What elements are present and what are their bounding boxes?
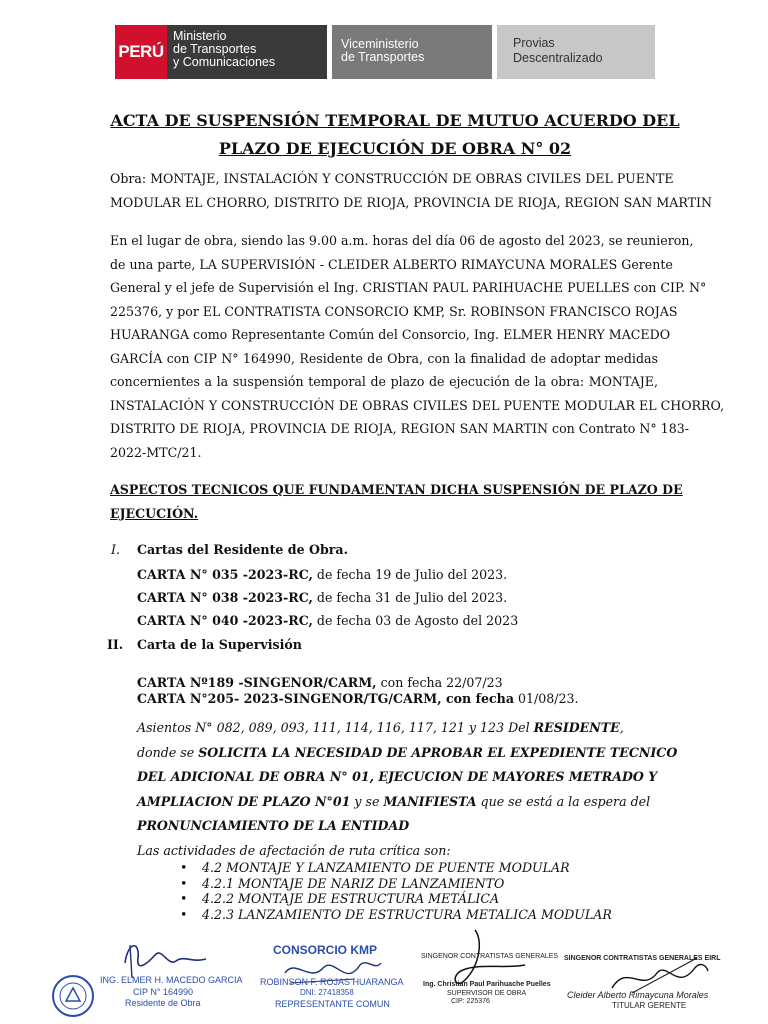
ministerio-line-3: y Comunicaciones bbox=[173, 55, 276, 69]
provias-line-1: Provias bbox=[513, 36, 555, 50]
list-item: • 4.2.3 LANZAMIENTO DE ESTRUCTURA METALICA MODULAR bbox=[180, 907, 612, 923]
carta-supervision-2 bbox=[137, 691, 579, 706]
signature-area bbox=[0, 925, 768, 1024]
consorcio-role: REPRESENTANTE COMUN bbox=[275, 999, 390, 1009]
residente-role: Residente de Obra bbox=[125, 998, 201, 1008]
obra-paragraph bbox=[110, 167, 712, 214]
asientos-text: que se está a la espera del bbox=[476, 793, 651, 809]
peru-text: PERÚ bbox=[118, 42, 164, 61]
provias-line-2: Descentralizado bbox=[513, 51, 603, 65]
aspectos-heading bbox=[110, 478, 683, 526]
consorcio-name: CONSORCIO KMP bbox=[273, 943, 378, 957]
residente-name: ING. ELMER H. MACEDO GARCIA bbox=[100, 975, 243, 985]
obra-line: Obra: MONTAJE, INSTALACIÓN Y CONSTRUCCIÓN DE OBRAS CIVILES DEL PUENTE bbox=[110, 171, 674, 186]
seal-icon bbox=[50, 973, 96, 1019]
asientos-bold: AMPLIACION DE PLAZO N°01 bbox=[137, 793, 351, 809]
list-item: • 4.2.2 MONTAJE DE ESTRUCTURA METÁLICA bbox=[180, 891, 612, 907]
asientos-bold: SOLICITA LA NECESIDAD DE APROBAR EL EXPEDIENTE TECNICO bbox=[198, 744, 678, 760]
asientos-paragraph bbox=[137, 716, 678, 863]
reunion-line: INSTALACIÓN Y CONSTRUCCIÓN DE OBRAS CIVILES DEL PUENTE MODULAR EL CHORRO, bbox=[110, 397, 725, 413]
ministerio-block bbox=[167, 25, 327, 79]
residente-cip: CIP N° 164990 bbox=[133, 987, 193, 997]
carta-supervision-1 bbox=[137, 675, 503, 690]
asientos-line: PRONUNCIAMIENTO DE LA ENTIDAD bbox=[137, 818, 410, 833]
section-1-numeral: I. bbox=[111, 542, 120, 557]
document-title-line-1: ACTA DE SUSPENSIÓN TEMPORAL DE MUTUO ACUERDO DEL bbox=[110, 111, 680, 130]
reunion-line: HUARANGA como Representante Común del Consorcio, Ing. ELMER HENRY MACEDO bbox=[110, 327, 671, 342]
section-2-numeral: II. bbox=[107, 637, 124, 652]
gerente-company: SINGENOR CONTRATISTAS GENERALES EIRL bbox=[564, 955, 721, 962]
viceministerio-block bbox=[332, 25, 492, 79]
asientos-line bbox=[137, 716, 624, 741]
provias-block bbox=[497, 25, 655, 79]
gerente-name: Cleider Alberto Rimaycuna Morales bbox=[567, 990, 709, 1000]
carta-code: CARTA N° 035 -2023-RC, bbox=[137, 567, 313, 582]
reunion-line: En el lugar de obra, siendo las 9.00 a.m. horas del día 06 de agosto del 2023, se reunieron, bbox=[110, 233, 694, 248]
carta-date: 01/08/23. bbox=[513, 691, 579, 706]
asientos-line bbox=[137, 790, 651, 815]
aspectos-heading-line-2: EJECUCIÓN. bbox=[110, 506, 199, 521]
peru-logo bbox=[115, 25, 167, 79]
reunion-paragraph bbox=[110, 229, 725, 464]
document-title-line-2: PLAZO DE EJECUCIÓN DE OBRA N° 02 bbox=[218, 139, 572, 158]
jefe-company: SINGENOR CONTRATISTAS GENERALES bbox=[421, 953, 559, 960]
asientos-text: donde se bbox=[137, 744, 199, 760]
reunion-line: concernientes a la suspensión temporal de plazo de ejecución de la obra: MONTAJE, bbox=[110, 374, 658, 389]
asientos-bold: RESIDENTE bbox=[533, 720, 620, 735]
viceministerio-line-2: de Transportes bbox=[341, 50, 425, 64]
ministerio-line-1: Ministerio bbox=[173, 29, 227, 43]
jefe-name: Ing. Christian Paul Parihuache Puelles bbox=[423, 981, 551, 988]
signature-jefe-supervision bbox=[415, 925, 565, 1024]
signature-gerente bbox=[562, 925, 732, 1024]
asientos-line: DEL ADICIONAL DE OBRA N° 01, EJECUCION DE MAYORES METRADO Y bbox=[137, 769, 658, 784]
jefe-cip: CIP: 225376 bbox=[451, 998, 490, 1005]
viceministerio-line-1: Viceministerio bbox=[341, 37, 419, 51]
carta-code: CARTA N°205- 2023-SINGENOR/TG/CARM, con fecha bbox=[137, 691, 514, 706]
carta-date: con fecha 22/07/23 bbox=[376, 675, 503, 690]
asientos-text: Asientos N° 082, 089, 093, 111, 114, 116, 117, 121 y 123 Del bbox=[137, 720, 534, 735]
carta-date: de fecha 19 de Julio del 2023. bbox=[312, 567, 508, 582]
header-logo-bar bbox=[115, 25, 655, 79]
carta-code: CARTA N° 038 -2023-RC, bbox=[137, 590, 313, 605]
gerente-role: TITULAR GERENTE bbox=[612, 1001, 687, 1010]
consorcio-dni: DNI: 27418358 bbox=[300, 988, 354, 997]
carta-residente-2 bbox=[137, 590, 507, 605]
asientos-line: Las actividades de afectación de ruta crítica son: bbox=[137, 842, 451, 858]
ministerio-line-2: de Transportes bbox=[173, 42, 257, 56]
reunion-line: GARCÍA con CIP N° 164990, Residente de Obra, con la finalidad de adoptar medidas bbox=[110, 350, 658, 366]
signature-consorcio bbox=[255, 925, 415, 1024]
carta-residente-3 bbox=[137, 613, 518, 628]
asientos-text: , bbox=[619, 720, 624, 735]
asientos-text: y se bbox=[350, 793, 384, 809]
list-item: • 4.2 MONTAJE Y LANZAMIENTO DE PUENTE MODULAR bbox=[180, 860, 612, 876]
carta-code: CARTA Nº189 -SINGENOR/CARM, bbox=[137, 675, 377, 690]
asientos-line bbox=[137, 741, 678, 766]
reunion-line: General y el jefe de Supervisión el Ing. CRISTIAN PAUL PARIHUACHE PUELLES con CIP. N° bbox=[110, 280, 707, 295]
list-item: • 4.2.1 MONTAJE DE NARIZ DE LANZAMIENTO bbox=[180, 876, 612, 892]
carta-date: de fecha 31 de Julio del 2023. bbox=[312, 590, 508, 605]
section-1-heading: Cartas del Residente de Obra. bbox=[137, 542, 348, 557]
reunion-line: 225376, y por EL CONTRATISTA CONSORCIO KMP, Sr. ROBINSON FRANCISCO ROJAS bbox=[110, 303, 678, 319]
carta-residente-1 bbox=[137, 567, 507, 582]
jefe-role: SUPERVISOR DE OBRA bbox=[447, 990, 527, 997]
section-2-heading: Carta de la Supervisión bbox=[137, 637, 302, 652]
carta-code: CARTA N° 040 -2023-RC, bbox=[137, 613, 313, 628]
asientos-bold: MANIFIESTA bbox=[383, 793, 477, 809]
consorcio-rep-name: ROBINSON F. ROJAS HUARANGA bbox=[260, 977, 404, 987]
signature-residente bbox=[45, 925, 245, 1024]
reunion-line: 2022-MTC/21. bbox=[110, 444, 202, 460]
actividades-list bbox=[180, 860, 612, 922]
carta-date: de fecha 03 de Agosto del 2023 bbox=[312, 613, 519, 628]
aspectos-heading-line-1: ASPECTOS TECNICOS QUE FUNDAMENTAN DICHA SUSPENSIÓN DE PLAZO DE bbox=[110, 482, 683, 497]
reunion-line: de una parte, LA SUPERVISIÓN - CLEIDER ALBERTO RIMAYCUNA MORALES Gerente bbox=[110, 256, 673, 272]
reunion-line: DISTRITO DE RIOJA, PROVINCIA DE RIOJA, REGION SAN MARTIN con Contrato N° 183- bbox=[110, 421, 689, 436]
obra-line: MODULAR EL CHORRO, DISTRITO DE RIOJA, PROVINCIA DE RIOJA, REGION SAN MARTIN bbox=[110, 194, 712, 210]
